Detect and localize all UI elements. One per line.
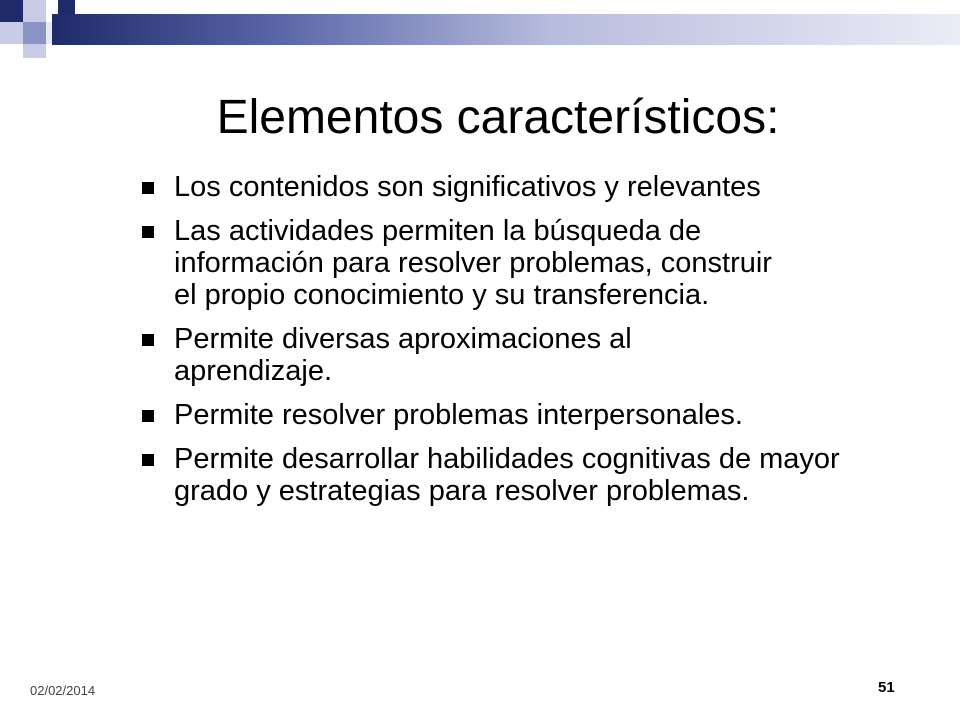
footer-date: 02/02/2014 bbox=[30, 683, 96, 698]
bullet-text: Permite desarrollar habilidades cognitivas de mayor grado y estrategias para resolver problemas. bbox=[174, 443, 840, 507]
decor-square-small-light bbox=[23, 44, 46, 58]
bullet-square-icon bbox=[142, 182, 154, 194]
bullet-square-icon bbox=[142, 454, 154, 466]
bullet-text: Permite diversas aproximaciones al aprendizaje. bbox=[174, 323, 632, 387]
bullet-list bbox=[142, 171, 932, 519]
bullet-text: Los contenidos son significativos y relevantes bbox=[174, 171, 761, 203]
bullet-item bbox=[142, 215, 932, 311]
slide-title: Elementos característicos: bbox=[216, 91, 780, 144]
bullet-square-icon bbox=[142, 334, 154, 346]
decor-square-mid bbox=[23, 22, 46, 44]
header-gradient-bar bbox=[52, 14, 960, 45]
decor-square-dark bbox=[0, 0, 23, 22]
decor-square-light bbox=[23, 0, 46, 22]
bullet-text: Las actividades permiten la búsqueda de información para resolver problemas, construir el propio conocimiento y su transferencia. bbox=[174, 215, 772, 311]
bullet-text: Permite resolver problemas interpersonales. bbox=[174, 399, 743, 431]
bullet-item bbox=[142, 443, 932, 507]
bullet-item bbox=[142, 323, 932, 387]
decor-square-light bbox=[0, 22, 23, 44]
bullet-square-icon bbox=[142, 226, 154, 238]
page-number: 51 bbox=[878, 679, 895, 696]
decor-square-small-dark bbox=[58, 0, 75, 14]
bullet-item bbox=[142, 171, 932, 203]
bullet-square-icon bbox=[142, 410, 154, 422]
bullet-item bbox=[142, 399, 932, 431]
